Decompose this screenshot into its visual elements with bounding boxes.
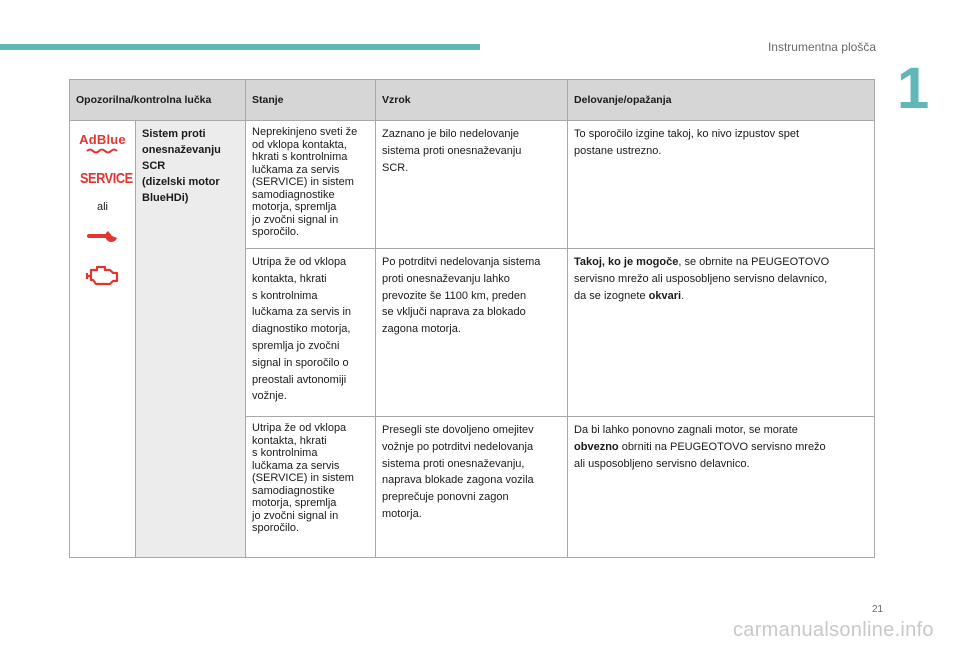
text-line: s kontrolnima bbox=[252, 447, 318, 459]
text-line: lučkama za servis bbox=[252, 459, 340, 472]
cause-cell bbox=[376, 249, 568, 417]
page-number: 21 bbox=[872, 604, 884, 615]
text-span: obrniti na PEUGEOTOVO servisno mrežo bbox=[618, 440, 826, 453]
text-line: To sporočilo izgine takoj, ko nivo izpustov spet bbox=[574, 128, 800, 140]
text-line: ali usposobljeno servisno delavnico. bbox=[574, 457, 750, 470]
text-line: kontakta, hkrati bbox=[252, 272, 327, 285]
header-col-indicator: Opozorilna/kontrolna lučka bbox=[70, 80, 246, 121]
text-line: Zaznano je bilo nedelovanje bbox=[382, 128, 520, 140]
chapter-number: 1 bbox=[897, 56, 930, 121]
text-line: preostali avtonomiji bbox=[252, 373, 347, 386]
section-title: Instrumentna plošča bbox=[767, 40, 876, 54]
text-line: jo zvočni signal in bbox=[252, 509, 339, 522]
text-line: se vključi naprava za blokado bbox=[382, 306, 526, 319]
text-line: motorja, spremlja bbox=[252, 201, 337, 213]
accent-bar bbox=[0, 44, 480, 50]
state-cell bbox=[246, 121, 376, 249]
text-line bbox=[574, 254, 868, 271]
header-col-cause: Vzrok bbox=[376, 80, 568, 121]
action-cell bbox=[568, 417, 875, 558]
bold-text: okvari bbox=[648, 289, 682, 302]
warning-lights-table bbox=[69, 79, 875, 558]
system-label-line: onesnaževanju bbox=[142, 144, 221, 156]
header-col-action: Delovanje/opažanja bbox=[568, 80, 875, 121]
engine-icon bbox=[76, 262, 129, 291]
text-line: zagona motorja. bbox=[382, 323, 461, 336]
text-line: samodiagnostike bbox=[252, 188, 335, 201]
text-line: postane ustrezno. bbox=[574, 144, 662, 157]
adblue-wave-icon bbox=[86, 147, 120, 154]
bold-text: obvezno bbox=[574, 440, 619, 453]
text-line: Neprekinjeno sveti že bbox=[252, 126, 358, 138]
text-line: sporočilo. bbox=[252, 522, 300, 534]
action-cell bbox=[568, 249, 875, 417]
text-line: naprava blokade zagona vozila bbox=[382, 474, 534, 487]
text-span: . bbox=[681, 289, 685, 302]
system-label-line: Sistem proti bbox=[142, 128, 206, 140]
text-line: Utripa že od vklopa bbox=[252, 256, 347, 268]
text-line: Da bi lahko ponovno zagnali motor, se morate bbox=[574, 424, 798, 436]
text-line: sistema proti onesnaževanju bbox=[382, 144, 522, 157]
text-line: vožnje po potrditvi nedelovanja bbox=[382, 440, 534, 453]
text-line: spremlja jo zvočni bbox=[252, 339, 340, 352]
text-line: sporočilo. bbox=[252, 226, 300, 238]
icon-cell bbox=[70, 121, 136, 558]
text-span: da se izognete bbox=[574, 289, 649, 302]
service-icon: SERVICE bbox=[79, 170, 133, 187]
system-label-line: BlueHDi) bbox=[142, 192, 189, 204]
system-label-line: (dizelski motor bbox=[142, 176, 220, 188]
text-line: (SERVICE) in sistem bbox=[252, 472, 354, 484]
watermark: carmanualsonline.info bbox=[733, 619, 934, 641]
text-line: preprečuje ponovni zagon bbox=[382, 491, 509, 504]
system-label-cell bbox=[136, 121, 246, 558]
text-line: kontakta, hkrati bbox=[252, 434, 327, 447]
state-cell bbox=[246, 249, 376, 417]
text-line: servisno mrežo ali usposobljeno servisno delavnico, bbox=[574, 272, 828, 285]
text-line bbox=[574, 439, 868, 456]
cause-cell bbox=[376, 417, 568, 558]
adblue-icon: AdBlue bbox=[79, 132, 126, 147]
or-label: ali bbox=[96, 201, 108, 213]
text-line: motorja, spremlja bbox=[252, 497, 337, 509]
text-line: hkrati s kontrolnima bbox=[252, 151, 348, 163]
text-line: (SERVICE) in sistem bbox=[252, 176, 354, 188]
text-line: Presegli ste dovoljeno omejitev bbox=[382, 424, 534, 436]
text-line: Po potrditvi nedelovanja sistema bbox=[382, 256, 541, 268]
cause-cell bbox=[376, 121, 568, 249]
header-col-state: Stanje bbox=[246, 80, 376, 121]
text-line: vožnje. bbox=[252, 390, 287, 403]
text-line: sistema proti onesnaževanju, bbox=[382, 457, 525, 470]
text-span: , se obrnite na PEUGEOTOVO bbox=[678, 256, 830, 268]
text-line: motorja. bbox=[382, 507, 422, 520]
text-line: diagnostiko motorja, bbox=[252, 323, 351, 336]
wrench-icon bbox=[76, 227, 129, 248]
text-line: SCR. bbox=[382, 161, 409, 174]
action-cell bbox=[568, 121, 875, 249]
text-line: jo zvočni signal in bbox=[252, 213, 339, 226]
table-row bbox=[70, 121, 875, 249]
text-line: s kontrolnima bbox=[252, 289, 318, 302]
text-line: od vklopa kontakta, bbox=[252, 138, 347, 151]
text-line: prevozite še 1100 km, preden bbox=[382, 289, 527, 302]
table-header-row bbox=[70, 80, 875, 121]
text-line: Utripa že od vklopa bbox=[252, 422, 347, 434]
system-label-line: SCR bbox=[142, 160, 166, 172]
text-line: proti onesnaževanju lahko bbox=[382, 272, 510, 285]
text-line: lučkama za servis in bbox=[252, 306, 352, 319]
state-cell bbox=[246, 417, 376, 558]
text-line: samodiagnostike bbox=[252, 484, 335, 497]
text-line: lučkama za servis bbox=[252, 163, 340, 176]
bold-text: Takoj, ko je mogoče bbox=[574, 256, 679, 268]
text-line: signal in sporočilo o bbox=[252, 356, 349, 369]
text-line bbox=[574, 288, 868, 305]
